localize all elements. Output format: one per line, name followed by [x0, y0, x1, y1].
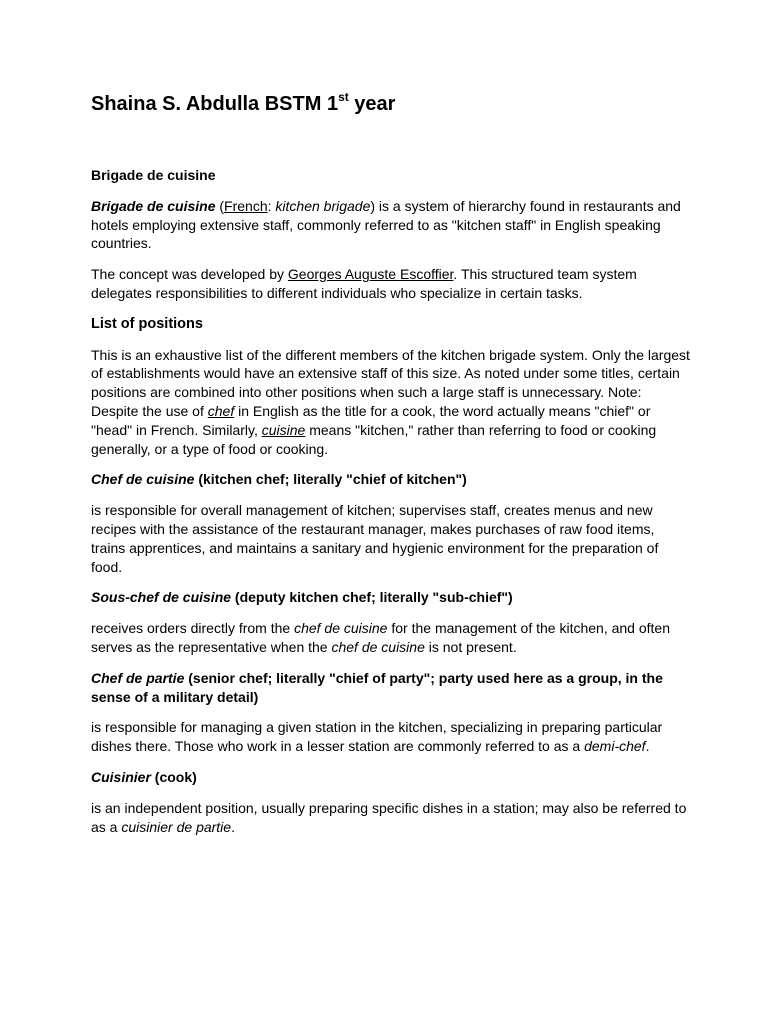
position-desc: (senior chef; literally "chief of party"; party used here as a group, in the sense of a military detail): [91, 669, 663, 705]
paragraph-escoffier: [91, 265, 691, 303]
term-brigade: Brigade de cuisine: [91, 197, 216, 214]
text-fragment: means "kitchen," rather than referring to food or cooking generally, or a type of food or cooking.: [91, 421, 657, 457]
title-superscript: st: [338, 90, 349, 104]
position-body-chef-de-cuisine: is responsible for overall management of kitchen; supervises staff, creates menus and new recipes with the assistance of the restaurant manager, makes purchases of raw food items, trains apprentices, and maintains a sanitary and hygienic environment for the preparation of food.: [91, 502, 659, 575]
title-suffix: year: [348, 93, 396, 115]
text-fragment: . This structured team system delegates responsibilities to different individuals who specialize in certain tasks.: [91, 266, 637, 301]
term-chef-de-cuisine: chef de cuisine: [331, 638, 425, 655]
position-heading-cuisinier: [91, 768, 691, 787]
text-fragment: in English as the title for a cook, the word actually means "chief" or "head" in French. Similarly,: [91, 402, 651, 438]
text-fragment: is an independent position, usually preparing specific dishes in a station; may also be referred to as a: [91, 799, 687, 835]
position-desc: (kitchen chef; literally "chief of kitchen"): [194, 471, 467, 488]
position-body-sous-chef: [91, 619, 691, 657]
text-fragment: .: [645, 738, 650, 755]
text-fragment: is responsible for managing a given station in the kitchen, specializing in preparing particular dishes there. Those who work in a lesser station are commonly referred to as a: [91, 719, 663, 755]
text-fragment: ) is a system of hierarchy found in restaurants and hotels employing extensive staff, commonly referred to as "kitchen staff" in English speaking countries.: [91, 197, 681, 252]
link-escoffier[interactable]: Georges Auguste Escoffier: [287, 266, 454, 283]
text-fragment: :: [267, 197, 276, 214]
paragraph-positions-intro: [91, 346, 691, 459]
term-cuisinier-de-partie: cuisinier de partie: [121, 818, 232, 835]
text-fragment: This is an exhaustive list of the different members of the kitchen brigade system. Only the largest of establishments would have an extensive staff of this size. As noted under some titles, certain positions are combined into other positions when such a large staff is unnecessary. Note: Despite the use of: [91, 346, 690, 419]
position-heading-sous-chef: [91, 588, 691, 607]
text-fragment: (: [215, 197, 225, 214]
link-chef[interactable]: chef: [207, 402, 235, 419]
link-cuisine[interactable]: cuisine: [261, 421, 306, 438]
position-desc: (cook): [150, 768, 197, 785]
position-heading-chef-de-cuisine: [91, 470, 691, 489]
text-fragment: The concept was developed by: [91, 266, 288, 283]
term-demi-chef: demi-chef: [584, 738, 646, 755]
position-body-chef-de-partie: [91, 718, 691, 756]
section-heading-positions: List of positions: [91, 315, 203, 332]
link-french[interactable]: French: [224, 197, 268, 214]
title-name: Shaina S. Abdulla BSTM 1: [91, 93, 339, 115]
position-body-cuisinier: [91, 799, 691, 837]
term-kitchen-brigade: kitchen brigade: [275, 197, 371, 214]
position-desc: (deputy kitchen chef; literally "sub-chief"): [231, 589, 513, 606]
position-heading-chef-de-partie: [91, 669, 691, 707]
document-body: [91, 166, 691, 848]
position-term: Chef de cuisine: [91, 471, 195, 488]
term-chef-de-cuisine: chef de cuisine: [294, 620, 388, 637]
position-term: Cuisinier: [91, 768, 151, 785]
text-fragment: is not present.: [424, 638, 517, 655]
document-title: [91, 90, 395, 118]
paragraph-brigade-definition: [91, 197, 691, 253]
section-heading-brigade: Brigade de cuisine: [91, 167, 216, 183]
position-term: Sous-chef de cuisine: [91, 589, 232, 606]
text-fragment: for the management of the kitchen, and often serves as the representative when the: [91, 620, 670, 655]
position-term: Chef de partie: [91, 669, 185, 686]
text-fragment: .: [231, 818, 235, 835]
text-fragment: receives orders directly from the: [91, 620, 295, 637]
